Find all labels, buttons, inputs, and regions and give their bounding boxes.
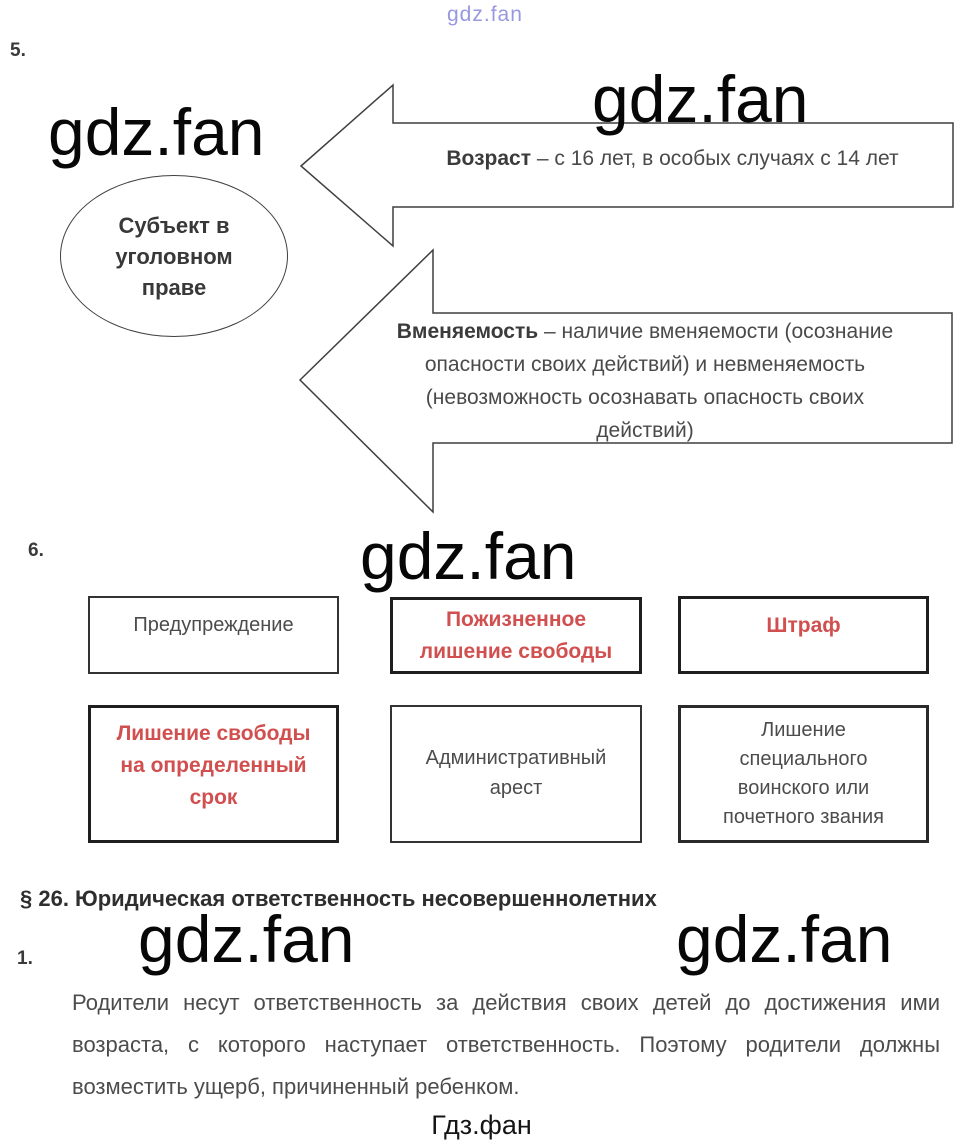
- punishment-box-administrative-arrest: Административный арест: [390, 705, 642, 843]
- gdz-watermark: gdz.fan: [138, 902, 355, 976]
- punishment-box-warning: Предупреждение: [88, 596, 339, 674]
- punishment-box-deprivation-of-rank: Лишение специального воинского или почетного звания: [678, 705, 929, 843]
- punishment-box-fine: Штраф: [678, 596, 929, 674]
- sanity-arrow-label: Вменяемость: [396, 320, 539, 343]
- gdz-watermark: gdz.fan: [592, 62, 809, 136]
- section-26-heading: § 26. Юридическая ответственность несовершеннолетних: [20, 886, 657, 911]
- site-watermark-top: gdz.fan: [447, 3, 523, 26]
- age-arrow-rest: – с 16 лет, в особых случаях с 14 лет: [531, 147, 899, 170]
- subject-ellipse: [60, 175, 288, 337]
- sanity-arrow-text: [340, 315, 950, 447]
- sanity-arrow-line: опасности своих действий) и невменяемость: [424, 353, 866, 376]
- gdz-watermark: gdz.fan: [48, 95, 265, 169]
- punishment-box-fixed-term-imprisonment: Лишение свободы на определенный срок: [88, 705, 339, 843]
- section-6-number: 6.: [28, 540, 44, 561]
- sanity-arrow-line: (невозможность осознавать опасность своих: [425, 386, 865, 409]
- sanity-arrow-rest: – наличие вменяемости (осознание: [538, 320, 894, 343]
- gdz-watermark: gdz.fan: [676, 902, 893, 976]
- subject-ellipse-label: Субъект в уголовном праве: [115, 212, 233, 300]
- footer-site-name: Гдз.фан: [431, 1110, 532, 1140]
- section-5-number: 5.: [10, 40, 26, 61]
- parents-responsibility-paragraph: Родители несут ответственность за действия своих детей до достижения ими возраста, с которого наступает ответственность. Поэтому родители должны возместить ущерб, причиненный ребенком.: [72, 990, 940, 1099]
- punishment-box-life-imprisonment: Пожизненное лишение свободы: [390, 597, 642, 674]
- sanity-arrow-line: действий): [596, 419, 694, 442]
- gdz-watermark: gdz.fan: [360, 519, 577, 593]
- age-arrow-label: Возраст: [446, 147, 532, 170]
- item-1-number: 1.: [17, 948, 33, 969]
